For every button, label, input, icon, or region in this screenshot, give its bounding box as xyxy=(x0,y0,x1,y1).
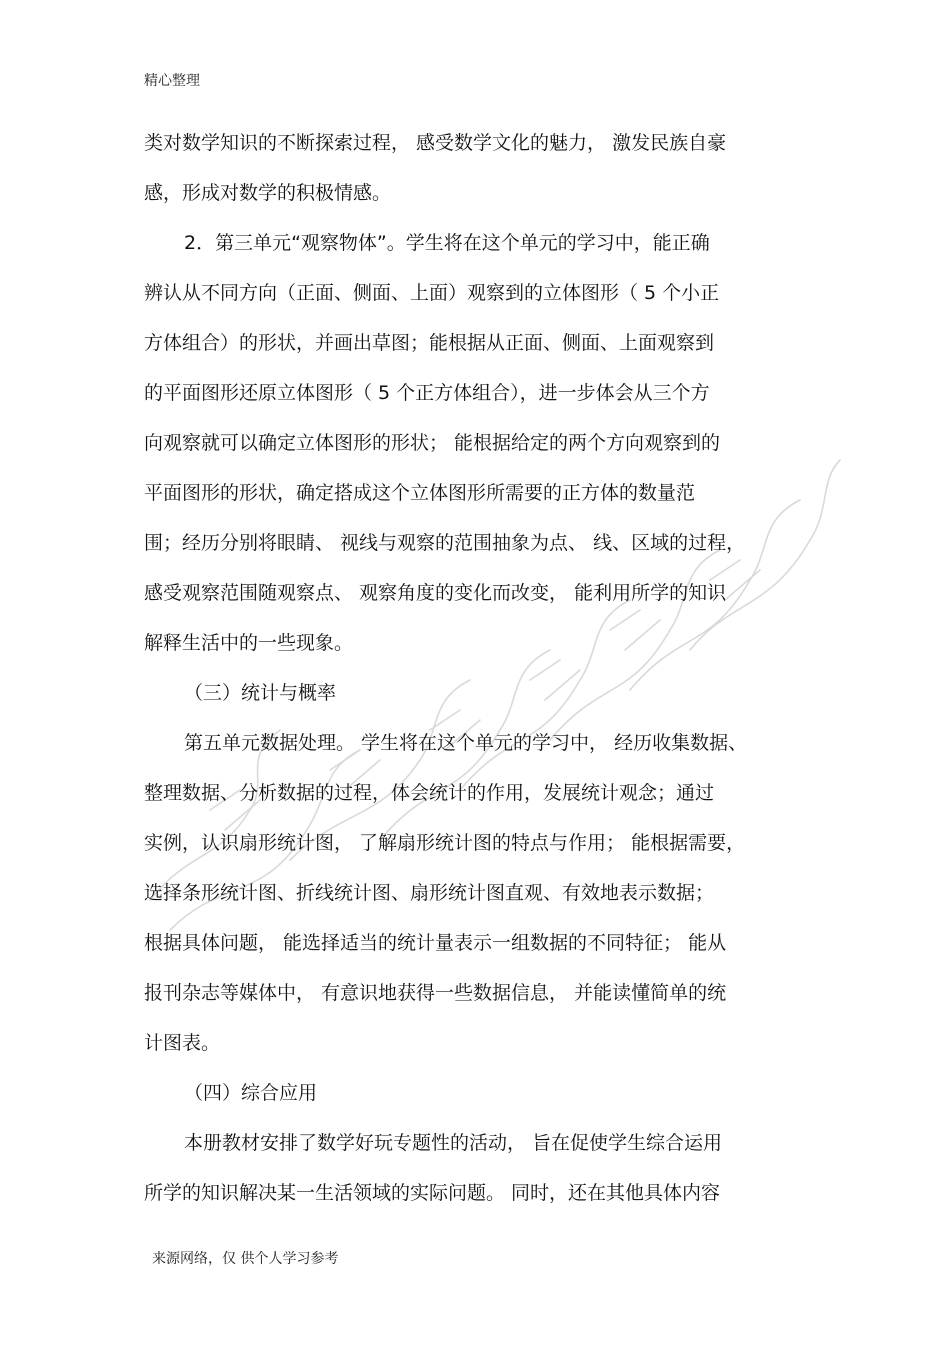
text-line: 报刊杂志等媒体中， 有意识地获得一些数据信息， 并能读懂简单的统 xyxy=(144,982,727,1004)
text-line: 的平面图形还原立体图形（ 5 个正方体组合），进一步体会从三个方 xyxy=(144,382,710,404)
text-line: 本册教材安排了数学好玩专题性的活动， 旨在促使学生综合运用 xyxy=(184,1132,723,1154)
text-line: （三）统计与概率 xyxy=(184,682,337,704)
text-line: （四）综合应用 xyxy=(184,1082,318,1104)
text-line: 辨认从不同方向（正面、侧面、上面）观察到的立体图形（ 5 个小正 xyxy=(144,282,720,304)
page-header: 精心整理 xyxy=(144,73,200,89)
paragraph xyxy=(144,1118,824,1218)
text-line: 第五单元数据处理。 学生将在这个单元的学习中， 经历收集数据、 xyxy=(184,732,748,754)
text-line: 类对数学知识的不断探索过程， 感受数学文化的魅力， 激发民族自豪 xyxy=(144,132,727,154)
text-line: 选择条形统计图、折线统计图、扇形统计图直观、有效地表示数据； xyxy=(144,882,715,904)
text-line: 整理数据、分析数据的过程，体会统计的作用，发展统计观念；通过 xyxy=(144,782,715,804)
page-footer: 来源网络，仅 供个人学习参考 xyxy=(152,1251,339,1267)
section-heading xyxy=(144,668,824,718)
text-line: 所学的知识解决某一生活领域的实际问题。 同时，还在其他具体内容 xyxy=(144,1182,721,1204)
text-line: 感，形成对数学的积极情感。 xyxy=(144,182,392,204)
text-line: 计图表。 xyxy=(144,1032,221,1054)
section-heading xyxy=(144,1068,824,1118)
text-line: 方体组合）的形状，并画出草图；能根据从正面、侧面、上面观察到 xyxy=(144,332,715,354)
paragraph xyxy=(144,718,824,1068)
text-line: 围；经历分别将眼睛、 视线与观察的范围抽象为点、 线、区域的过程， xyxy=(144,532,746,554)
text-line: 2．第三单元“观察物体”。学生将在这个单元的学习中，能正确 xyxy=(184,232,710,254)
paragraph xyxy=(144,118,824,218)
text-line: 实例，认识扇形统计图， 了解扇形统计图的特点与作用； 能根据需要， xyxy=(144,832,746,854)
text-line: 向观察就可以确定立体图形的形状； 能根据给定的两个方向观察到的 xyxy=(144,432,721,454)
text-line: 感受观察范围随观察点、 观察角度的变化而改变， 能利用所学的知识 xyxy=(144,582,727,604)
text-line: 根据具体问题， 能选择适当的统计量表示一组数据的不同特征； 能从 xyxy=(144,932,727,954)
text-line: 解释生活中的一些现象。 xyxy=(144,632,354,654)
document-body xyxy=(144,118,824,1218)
paragraph xyxy=(144,218,824,668)
text-line: 平面图形的形状，确定搭成这个立体图形所需要的正方体的数量范 xyxy=(144,482,696,504)
